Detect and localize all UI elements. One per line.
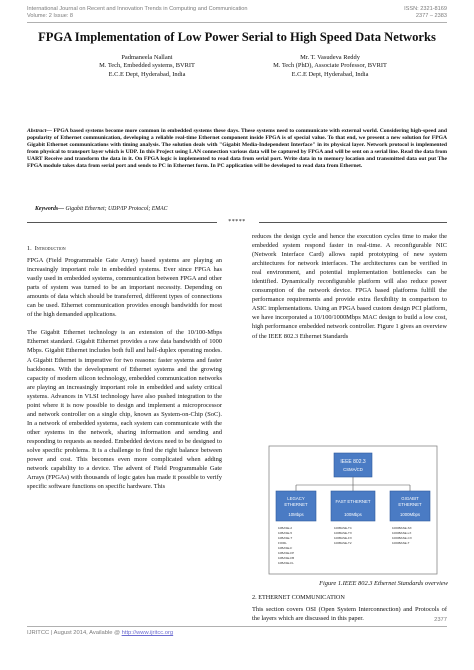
author-name: Padmaneela Nallani xyxy=(121,54,173,61)
gigabit-item: 1000BASE-CX xyxy=(392,536,412,540)
section-heading-ethernet: 2. ETHERNET COMMUNICATION xyxy=(252,594,345,601)
right-column xyxy=(252,232,447,350)
page-number: 2377 xyxy=(434,617,447,623)
author-dept: E.C.E Dept, Hyderabad, India xyxy=(108,70,186,78)
legacy-item: 10BASE-5 xyxy=(278,531,293,535)
author-role: M. Tech, Embedded systems, BVRIT xyxy=(99,62,195,70)
legacy-item: 10BASE-FL xyxy=(278,561,294,565)
section-2-text: This section covers OSI (Open System Interconnection) and Protocols of the layers which are discussed in this paper. xyxy=(252,606,447,623)
footer-rule xyxy=(27,626,447,627)
footer-link[interactable]: http://www.ijritcc.org xyxy=(121,630,174,636)
intro-paragraph-3: reduces the design cycle and hence the execution cycles time to make the embedded system respond faster in real-time. A reconfigurable NIC (Network Interface Card) allows rapid prototyping of new system architectures for network interfaces. The architectures can be verified in real environment, and potential implementation bottlenecks can be identified. Dynamically reconfigurable platform will also reduce power consumption of the network device. FPGA based platforms fulfill the performance requirements and provide extra flexibility in comparison to ASIC implementations. Using an FPGA based custom design PCI platform, we have incorporated a 10/100/1000Mbps MAC design to build a low cost, high performance embedded network controller. Figure 1 gives an overview of the IEEE 802.3 Ethernet Standards xyxy=(252,233,447,340)
abstract-label: Abstract— xyxy=(27,128,52,134)
author-role: M. Tech (PhD), Associate Professor, BVRIT xyxy=(273,62,387,70)
legacy-item: 10BASE-FB xyxy=(278,556,295,560)
issn: ISSN: 2321-8169 xyxy=(404,6,447,12)
legacy-item: 10BASE-2 xyxy=(278,526,293,530)
abstract xyxy=(27,128,447,171)
paper-title: FPGA Implementation of Low Power Serial to High Speed Data Networks xyxy=(38,30,436,44)
legacy-speed: 10Mbps xyxy=(288,512,304,517)
fast-item: 100BASE-T4 xyxy=(334,526,352,530)
footer-journal: IJRITCC | August 2014, Available @ xyxy=(27,630,122,636)
figure-caption: Figure 1.IEEE 802.3 Ethernet Standards overview xyxy=(319,580,448,587)
legacy-item: 10BASE-T xyxy=(278,536,293,540)
gigabit-item: 1000BASE-LX xyxy=(392,531,412,535)
keywords-label: Keywords— xyxy=(35,206,64,212)
ieee-802-3-box xyxy=(334,453,372,477)
gigabit-item: 1000BASE-SX xyxy=(392,526,412,530)
header-rule xyxy=(27,22,447,23)
page-range: 2377 – 2383 xyxy=(415,13,447,19)
author-dept: E.C.E Dept, Hyderabad, India xyxy=(291,70,369,78)
fast-item: 100BASE-TX xyxy=(334,531,352,535)
legacy-item: 10BASE-FP xyxy=(278,551,295,555)
fast-item: 100BASE-FX xyxy=(334,536,352,540)
abstract-text: FPGA based systems become more common in embedded systems these days. These systems need to communicate with external world. Considering high-speed and popularity of Ethernet communication, developing a reliable real-time Ethernet component inside FPGA is of special value. To that end, we present a new solution for FPGA Gigabit Ethernet communications with timing analysis. The solution deals with "Gigabit Media-Independent Interface" in its physical layer. Network protocol is implemented from physical to transport layer which is UDP. In this Project using LAN connection various data will be captured by FPGA and will be sent on a serial line. Read the data from UART Receive and transform the data in it. On FPGA logic is implemented to read data from serial port. Write data in to memory location and transmitted data out put The FPGA module takes data from serial port and sends to PC in Ethernet form. In PC application will be developed to read data from Ethernet. xyxy=(27,128,447,170)
gigabit-item: 1000BASE-T xyxy=(392,541,410,545)
gigabit-speed: 1000Mbps xyxy=(399,512,421,517)
figure-diagram xyxy=(268,445,438,575)
ieee-802-3-label: IEEE 802.3 xyxy=(340,459,366,465)
footer-text xyxy=(27,630,173,636)
legacy-title-2: ETHERNET xyxy=(284,502,308,507)
legacy-title-1: LEGACY xyxy=(287,496,305,501)
csma-cd-label: CSMA/CD xyxy=(343,467,363,472)
section-heading-intro: 1. Introduction xyxy=(27,245,66,252)
journal-name: International Journal on Recent and Innovation Trends in Computing and Communication xyxy=(27,6,248,12)
left-column xyxy=(27,244,222,500)
intro-paragraph-1: FPGA (Field Programmable Gate Array) based systems are playing an increasingly important role in embedded systems. Ever since FPGA has vastly used in embedded systems, communication between FPGA and other parts of system was turned to be an important necessity. Depending on amounts of data which should be transferred, different types of connections can be used. Ethernet communication provides enough bandwidth for most of the high demanded applications. xyxy=(27,257,222,319)
separator-line-right xyxy=(259,222,447,223)
gigabit-title-1: GIGABIT xyxy=(401,496,419,501)
author-block-1 xyxy=(62,54,232,79)
fast-item: 100BASE-T2 xyxy=(334,541,352,545)
separator-stars: ***** xyxy=(228,219,246,225)
volume-issue: Volume: 2 Issue: 8 xyxy=(27,13,74,19)
fast-speed: 100Mbps xyxy=(344,512,362,517)
fast-title: FAST ETHERNET xyxy=(335,499,371,504)
intro-paragraph-2: The Gigabit Ethernet technology is an extension of the 10/100-Mbps Ethernet standard. Gigabit Ethernet provides a raw data bandwidth of 1000 Mbps. Gigabit Ethernet includes both full and half-duplex operating modes. A Gigabit Ethernet is imperative for two reasons: faster systems and faster backbones. With the development of Ethernet systems and the growing capacity of modern silicon technology, embedded communication networks are playing an increasingly important role in embedded and safety critical systems. Advances in VLSI technology have also pushed integration to the point where it is now possible to design and implement a microprocessor and network controller on a single chip, known as System-on-Chip (SoC). In a network of embedded systems, each system can communicate with the other systems in the network, sharing information and sending and responding to requests as needed. Embedded devices need to be designed to solve specific problems. It is a challenge to find the right balance between power and cost. This becomes even more complicated when adding network capability to a device. The advent of Field Programmable Gate Arrays (FPGAs) with thousands of logic gates has made it possible to verify specific software functions on specific hardware. This xyxy=(27,329,222,491)
legacy-item: FOIRL xyxy=(278,541,287,545)
keywords-text: Gigabit Ethernet; UDP/IP Protocol; EMAC xyxy=(64,206,168,212)
keywords xyxy=(35,206,168,212)
gigabit-title-2: ETHERNET xyxy=(398,502,422,507)
figure-ethernet-standards xyxy=(268,445,438,575)
legacy-item: 10BASE-F xyxy=(278,546,293,550)
author-block-2 xyxy=(245,54,415,79)
author-name: Mr. T. Vasudeva Reddy xyxy=(300,54,360,61)
section-separator xyxy=(27,218,447,226)
